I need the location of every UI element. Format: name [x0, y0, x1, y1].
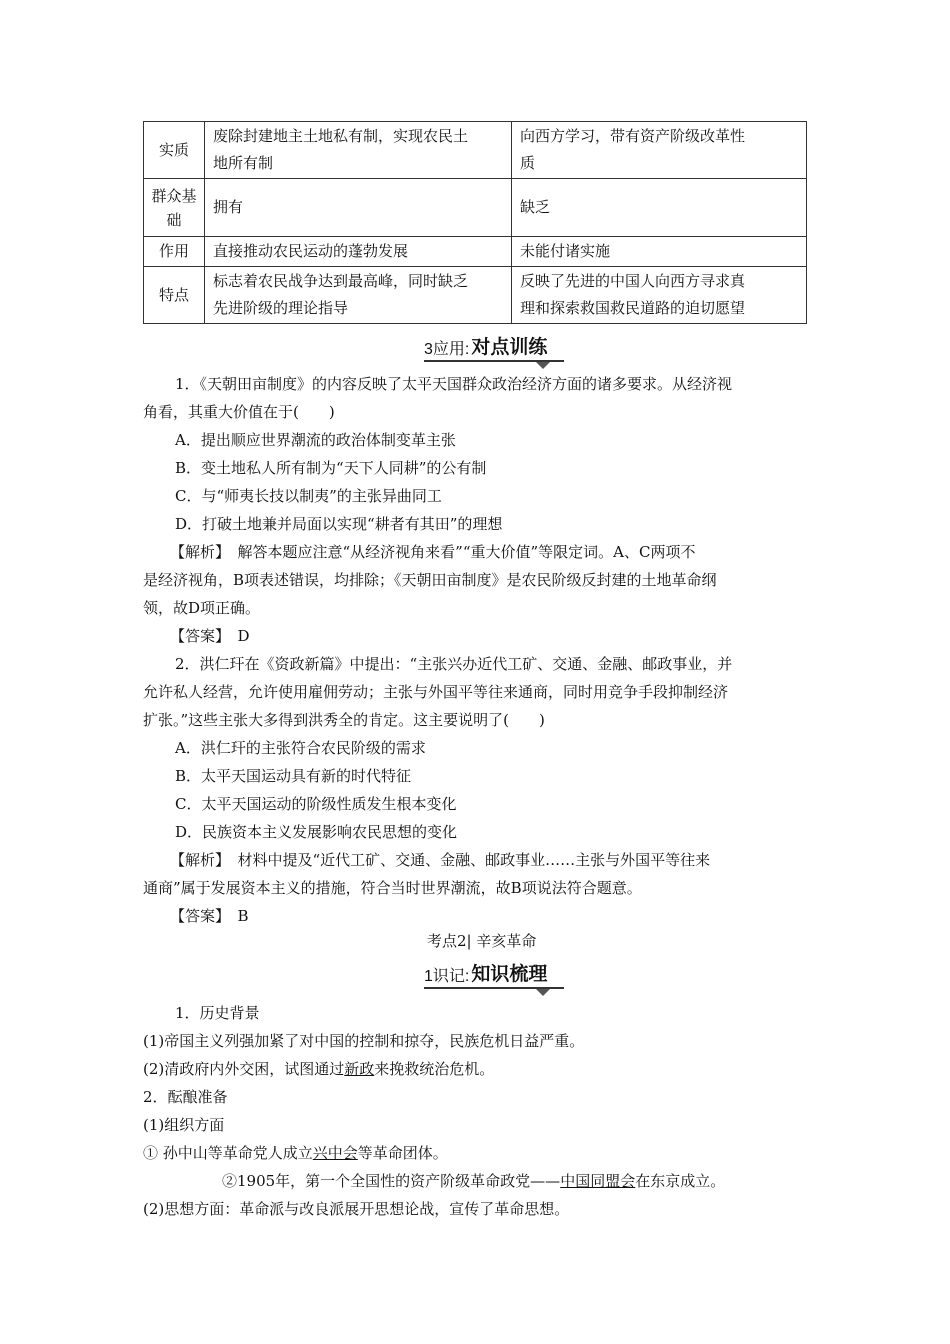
text-span: (2)清政府内外交困，试图通过: [143, 1060, 345, 1078]
text-span: 等革命团体。: [357, 1144, 448, 1162]
table-row: [144, 267, 807, 324]
table-row: [144, 237, 807, 267]
table-cell: 未能付诸实施: [512, 237, 807, 267]
option-d: D．民族资本主义发展影响农民思想的变化: [175, 823, 458, 841]
cell-text: 废除封建地主土地私有制，实现农民土: [213, 127, 469, 145]
analysis-text: 通商”属于发展资本主义的措施，符合当时世界潮流，故B项说法符合题意。: [143, 879, 642, 897]
analysis-text: 【解析】 材料中提及“近代工矿、交通、金融、邮政事业……主张与外国平等往来: [170, 851, 711, 869]
text-span: ① 孙中山等革命党人成立: [143, 1144, 313, 1162]
table-cell: [205, 122, 512, 179]
analysis-text: 【解析】 解答本题应注意“从经济视角来看”“重大价值”等限定词。A、C两项不: [170, 543, 696, 561]
knowledge-text: [143, 1142, 807, 1164]
comparison-table: [143, 121, 807, 324]
underlined-term: 兴中会: [312, 1144, 358, 1162]
knowledge-heading: 2．酝酿准备: [143, 1088, 228, 1106]
option-d: D．打破土地兼并局面以实现“耕者有其田”的理想: [175, 515, 503, 533]
text-span: 在东京成立。: [635, 1172, 726, 1190]
cell-text: 先进阶级的理论指导: [213, 299, 349, 317]
triangle-down-icon: [536, 989, 550, 996]
table-cell: [512, 267, 807, 324]
cell-text: 标志着农民战争达到最高峰，同时缺乏: [213, 272, 469, 290]
option-c: C．与“师夷长技以制夷”的主张异曲同工: [175, 487, 442, 505]
row-header: 作用: [144, 237, 205, 267]
banner-number: 1识记:: [424, 968, 470, 985]
table-cell: 拥有: [205, 179, 512, 237]
option-a: A．洪仁玕的主张符合农民阶级的需求: [175, 739, 426, 757]
analysis-text: 领，故D项正确。: [143, 599, 261, 617]
table-cell: [205, 267, 512, 324]
table-cell: [512, 122, 807, 179]
table-cell: 直接推动农民运动的蓬勃发展: [205, 237, 512, 267]
cell-text: 理和探索救国救民道路的迫切愿望: [520, 299, 746, 317]
banner-number: 3应用:: [424, 341, 470, 358]
underlined-term: 中国同盟会: [560, 1172, 636, 1190]
table-row: [144, 122, 807, 179]
knowledge-text: (2)思想方面：革命派与改良派展开思想论战，宣传了革命思想。: [143, 1200, 570, 1218]
option-c: C．太平天国运动的阶级性质发生根本变化: [175, 795, 457, 813]
knowledge-text: [143, 1058, 807, 1080]
knowledge-text: (1)帝国主义列强加紧了对中国的控制和掠夺，民族危机日益严重。: [143, 1032, 585, 1050]
question-2-stem: 2．洪仁玕在《资政新篇》中提出：“主张兴办近代工矿、交通、金融、邮政事业，并: [175, 655, 733, 673]
row-header: 特点: [144, 267, 205, 324]
analysis-text: 是经济视角，B项表述错误，均排除；《天朝田亩制度》是农民阶级反封建的土地革命纲: [143, 571, 717, 589]
option-b: B．变土地私人所有制为“天下人同耕”的公有制: [175, 459, 487, 477]
table-cell: 缺乏: [512, 179, 807, 237]
cell-text: 向西方学习，带有资产阶级改革性: [520, 127, 746, 145]
question-2-stem-cont: 扩张。”这些主张大多得到洪秀全的肯定。这主要说明了( ): [143, 711, 545, 729]
knowledge-text: [222, 1170, 822, 1192]
section-banner-practice: [424, 329, 564, 359]
knowledge-text: (1)组织方面: [143, 1116, 225, 1134]
cell-text: 质: [520, 154, 536, 172]
question-1-stem-cont: 角看，其重大价值在于( ): [143, 403, 335, 421]
row-header: 实质: [144, 122, 205, 179]
table-row: [144, 179, 807, 237]
question-1-stem: 1．《天朝田亩制度》的内容反映了太平天国群众政治经济方面的诸多要求。从经济视: [175, 375, 733, 393]
answer-text: 【答案】 B: [170, 907, 249, 925]
answer-text: 【答案】 D: [170, 627, 250, 645]
cell-text: 反映了先进的中国人向西方寻求真: [520, 272, 746, 290]
triangle-down-icon: [536, 362, 550, 369]
option-a: A．提出顺应世界潮流的政治体制变革主张: [175, 431, 456, 449]
section-banner-knowledge: [424, 956, 564, 986]
question-2-stem-cont: 允许私人经营，允许使用雇佣劳动；主张与外国平等往来通商，同时用竞争手段抑制经济: [143, 683, 729, 701]
text-span: ②1905年，第一个全国性的资产阶级革命政党——: [222, 1172, 561, 1190]
banner-title: 知识梳理: [471, 963, 548, 985]
row-header: 群众基 础: [144, 179, 205, 237]
knowledge-heading: 1．历史背景: [175, 1004, 260, 1022]
banner-title: 对点训练: [471, 336, 548, 358]
text-span: 来挽救统治危机。: [374, 1060, 495, 1078]
cell-text: 地所有制: [213, 154, 274, 172]
topic-heading: 考点2| 辛亥革命: [427, 932, 537, 950]
underlined-term: 新政: [344, 1060, 375, 1078]
option-b: B．太平天国运动具有新的时代特征: [175, 767, 412, 785]
